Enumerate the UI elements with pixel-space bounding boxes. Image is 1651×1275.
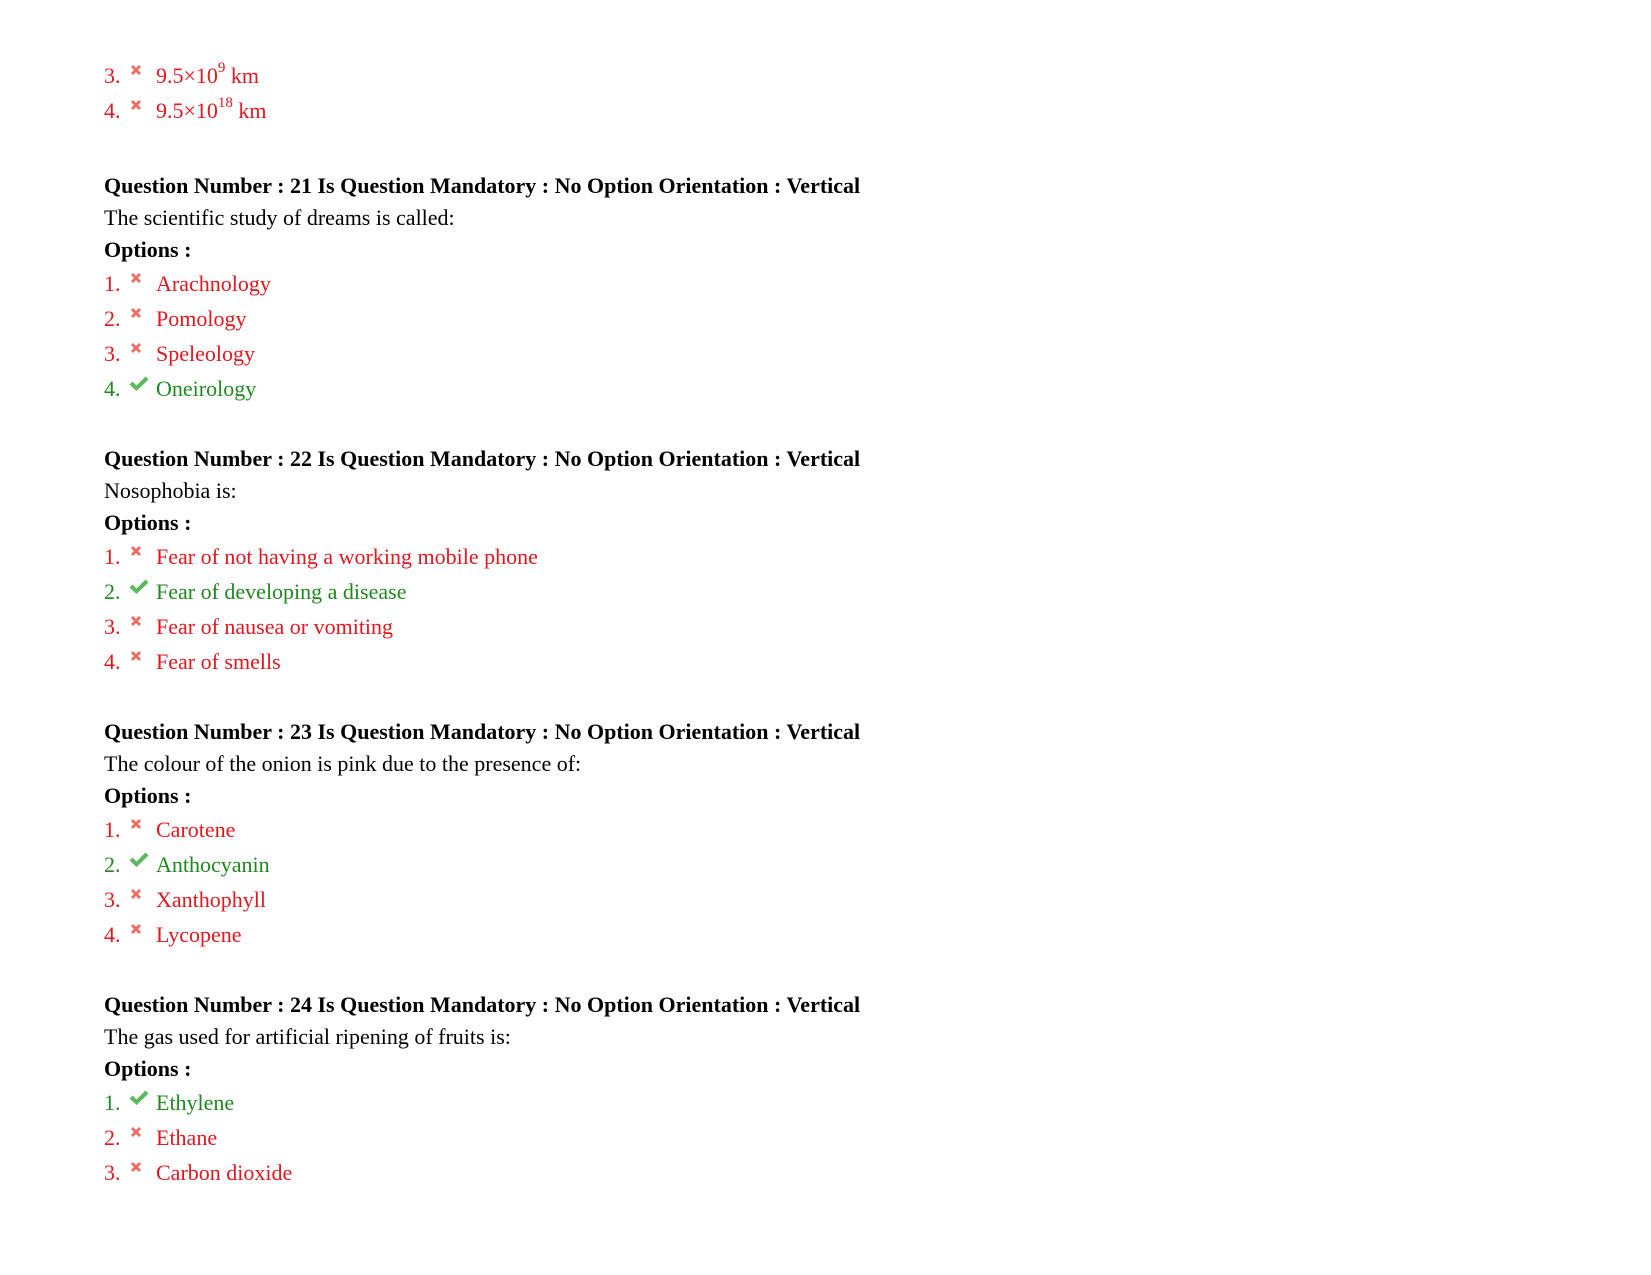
cross-icon: [128, 1155, 156, 1190]
option-item: [104, 301, 1554, 336]
option-number: 1.: [104, 544, 121, 569]
options-label: Options :: [104, 510, 192, 535]
option-number: 3.: [104, 1160, 121, 1185]
option-item: [104, 336, 1554, 371]
option-item: [104, 882, 1554, 917]
option-item: [104, 609, 1554, 644]
option-label: Anthocyanin: [156, 852, 270, 877]
cross-icon: [128, 336, 156, 371]
question-text: The scientific study of dreams is called:: [104, 205, 455, 230]
option-item: [104, 917, 1554, 952]
option-item-correct: [104, 574, 1554, 609]
option-label: $9.5\times 10^9$ km: [156, 59, 260, 88]
question-text: The gas used for artificial ripening of fruits is:: [104, 1024, 511, 1049]
option-number: 2.: [104, 579, 121, 604]
option-item: [104, 1155, 1554, 1190]
option-number: 1.: [104, 1090, 121, 1115]
option-label: Xanthophyll: [156, 887, 266, 912]
option-number: 3.: [104, 887, 121, 912]
option-item: [104, 58, 1554, 93]
option-number: 1.: [104, 817, 121, 842]
cross-icon: [128, 539, 156, 574]
option-item: [104, 644, 1554, 679]
option-number: 4.: [104, 649, 121, 674]
cross-icon: [128, 93, 156, 128]
question-header: Question Number : 24 Is Question Mandatory : No Option Orientation : Vertical: [104, 992, 861, 1017]
option-label: Fear of smells: [156, 649, 281, 674]
options-label: Options :: [104, 783, 192, 808]
check-icon: [128, 847, 156, 882]
option-number: 4.: [104, 922, 121, 947]
option-item-correct: [104, 371, 1554, 406]
check-icon: [128, 371, 156, 406]
option-item: [104, 1120, 1554, 1155]
question-paper-page: [104, 58, 1554, 1190]
option-label: Carbon dioxide: [156, 1160, 293, 1185]
option-number: 1.: [104, 271, 121, 296]
options-label: Options :: [104, 1056, 192, 1081]
question-text: Nosophobia is:: [104, 478, 237, 503]
option-number: 2.: [104, 306, 121, 331]
option-label: Arachnology: [156, 271, 271, 296]
option-number: 4.: [104, 98, 121, 123]
option-label: Fear of developing a disease: [156, 579, 407, 604]
option-number: 3.: [104, 614, 121, 639]
option-item-correct: [104, 847, 1554, 882]
option-label: Speleology: [156, 341, 255, 366]
option-label: Ethane: [156, 1125, 218, 1150]
cross-icon: [128, 917, 156, 952]
cross-icon: [128, 58, 156, 93]
cross-icon: [128, 812, 156, 847]
question-block: [104, 716, 1554, 952]
option-label: Fear of not having a working mobile phone: [156, 544, 538, 569]
option-number: 2.: [104, 1125, 121, 1150]
cross-icon: [128, 301, 156, 336]
cross-icon: [128, 266, 156, 301]
options-label: Options :: [104, 237, 192, 262]
option-label: Ethylene: [156, 1090, 235, 1115]
option-label: Lycopene: [156, 922, 242, 947]
option-item: [104, 266, 1554, 301]
question-text: The colour of the onion is pink due to the presence of:: [104, 751, 582, 776]
cross-icon: [128, 1120, 156, 1155]
cross-icon: [128, 609, 156, 644]
question-block: [104, 989, 1554, 1190]
option-number: 2.: [104, 852, 121, 877]
cross-icon: [128, 882, 156, 917]
prior-question-options: [104, 58, 1554, 128]
option-label: Fear of nausea or vomiting: [156, 614, 394, 639]
question-header: Question Number : 22 Is Question Mandatory : No Option Orientation : Vertical: [104, 446, 861, 471]
option-item: [104, 539, 1554, 574]
option-item: [104, 812, 1554, 847]
option-label: Pomology: [156, 306, 247, 331]
option-number: 4.: [104, 376, 121, 401]
option-label: $9.5\times 10^{18}$ km: [156, 94, 267, 123]
option-number: 3.: [104, 341, 121, 366]
check-icon: [128, 1085, 156, 1120]
option-label: Carotene: [156, 817, 236, 842]
question-header: Question Number : 21 Is Question Mandatory : No Option Orientation : Vertical: [104, 173, 861, 198]
option-number: 3.: [104, 63, 121, 88]
question-block: [104, 170, 1554, 406]
question-block: [104, 443, 1554, 679]
cross-icon: [128, 644, 156, 679]
option-label: Oneirology: [156, 376, 257, 401]
check-icon: [128, 574, 156, 609]
option-item-correct: [104, 1085, 1554, 1120]
option-item: [104, 93, 1554, 128]
question-header: Question Number : 23 Is Question Mandatory : No Option Orientation : Vertical: [104, 719, 861, 744]
